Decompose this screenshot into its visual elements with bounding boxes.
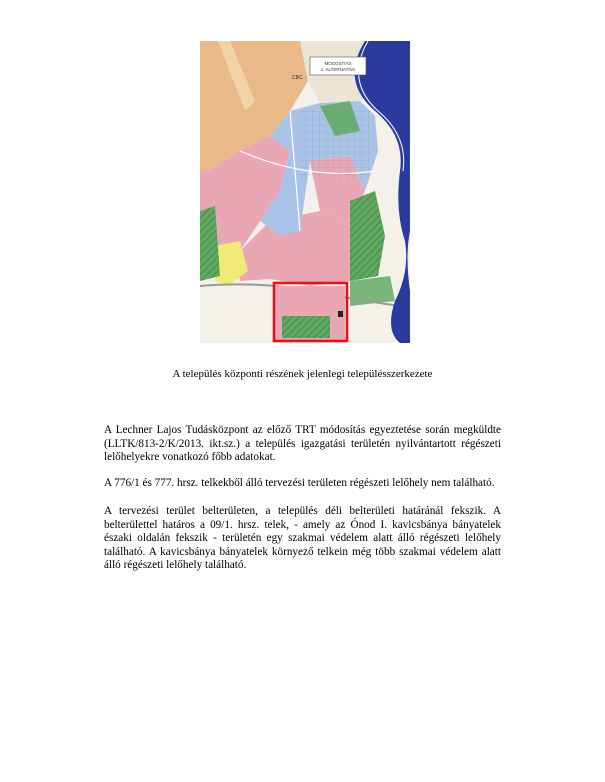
paragraph-lechner: A Lechner Lajos Tudásközpont az előző TRT módosítás egyeztetése során megküldte (LLTK/813-2/K/2013. ikt.sz.) a település igazgatási területén nyilvántartott régészeti lelőhelyekre vonatkozó főbb adatokat. bbox=[104, 424, 501, 464]
map-caption: A település központi részének jelenlegi településszerkezete bbox=[172, 368, 433, 380]
map-legend-line2: 1. ALTERNATÍVA bbox=[320, 67, 356, 72]
paragraph-planning-area: A 776/1 és 777. hrsz. telkekből álló tervezési területen régészeti lelőhely nem található. bbox=[104, 477, 495, 489]
map-label-cbc: CBC bbox=[292, 75, 303, 81]
map-drawing bbox=[200, 41, 410, 343]
map-legend-line1: MÓDOSÍTÁS bbox=[324, 61, 352, 66]
map-legend-box bbox=[310, 57, 366, 75]
paragraph-location: A tervezési terület belterületen, a település déli belterületi határánál fekszik. A belterülettel határos a 09/1. hrsz. telek, - amely az Ónod I. kavicsbánya bányatelek északi oldalán fekszik - területén egy szakmai védelem alatt álló régészeti lelőhely található. A kavicsbánya bányatelek környező telkein még több szakmai védelem alatt álló régészeti lelőhely található. bbox=[104, 505, 501, 572]
settlement-structure-map bbox=[200, 41, 410, 343]
